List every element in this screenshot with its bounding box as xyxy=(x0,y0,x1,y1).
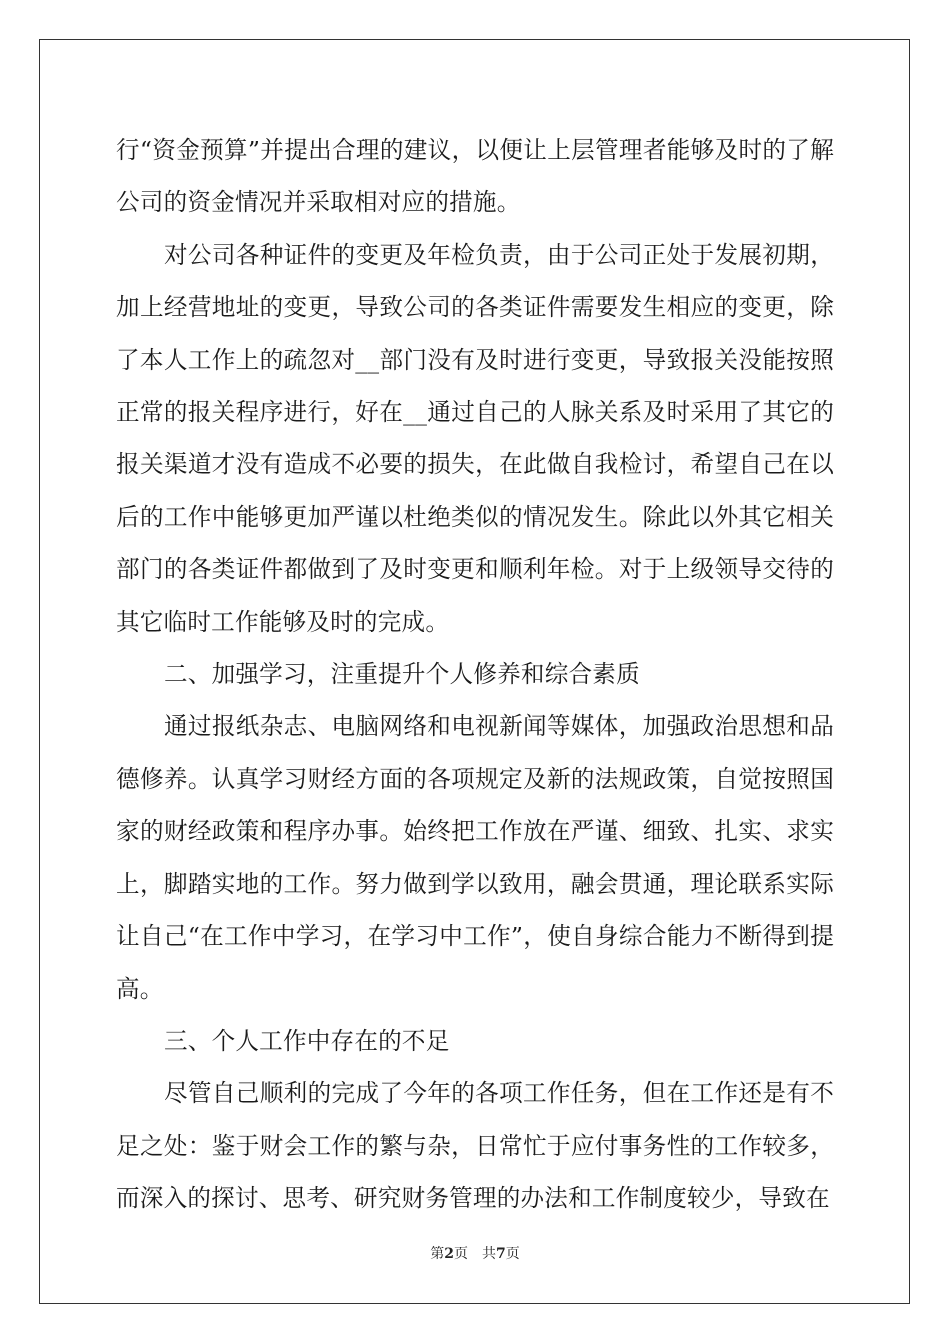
paragraph-4: 尽管自己顺利的完成了今年的各项工作任务，但在工作还是有不足之处：鉴于财会工作的繁与杂，日常忙于应付事务性的工作较多，而深入的探讨、思考、研究财务管理的办法和工作制度较少，导致在 xyxy=(116,1079,834,1213)
section-heading-2: 二、加强学习，注重提升个人修养和综合素质 xyxy=(164,660,640,689)
page-prefix: 第 xyxy=(430,1246,445,1262)
paragraph-2: 对公司各种证件的变更及年检负责，由于公司正处于发展初期，加上经营地址的变更，导致公司的各类证件需要发生相应的变更，除了本人工作上的疏忽对__部门没有及时进行变更，导致报关没能按照正常的报关程序进行，好在__通过自己的人脉关系及时采用了其它的报关渠道才没有造成不必要的损失，在此做自我检讨，希望自己在以后的工作中能够更加严谨以杜绝类似的情况发生。除此以外其它相关部门的各类证件都做到了及时变更和顺利年检。对于上级领导交待的其它临时工作能够及时的完成。 xyxy=(116,240,834,636)
paragraph-3: 通过报纸杂志、电脑网络和电视新闻等媒体，加强政治思想和品德修养。认真学习财经方面的各项规定及新的法规政策，自觉按照国家的财经政策和程序办事。始终把工作放在严谨、细致、扎实、求实上，脚踏实地的工作。努力做到学以致用，融会贯通，理论联系实际让自己“在工作中学习，在学习中工作”，使自身综合能力不断得到提高。 xyxy=(116,712,834,1003)
total-page-number: 7 xyxy=(496,1246,506,1262)
paragraph-1: 行“资金预算”并提出合理的建议，以便让上层管理者能够及时的了解公司的资金情况并采取相对应的措施。 xyxy=(116,136,834,217)
page-footer xyxy=(0,1244,950,1264)
page-suffix: 页 xyxy=(505,1246,520,1262)
document-body xyxy=(116,124,834,1225)
page-mid: 页 共 xyxy=(454,1246,496,1262)
section-heading-3: 三、个人工作中存在的不足 xyxy=(164,1026,450,1055)
current-page-number: 2 xyxy=(444,1246,454,1262)
